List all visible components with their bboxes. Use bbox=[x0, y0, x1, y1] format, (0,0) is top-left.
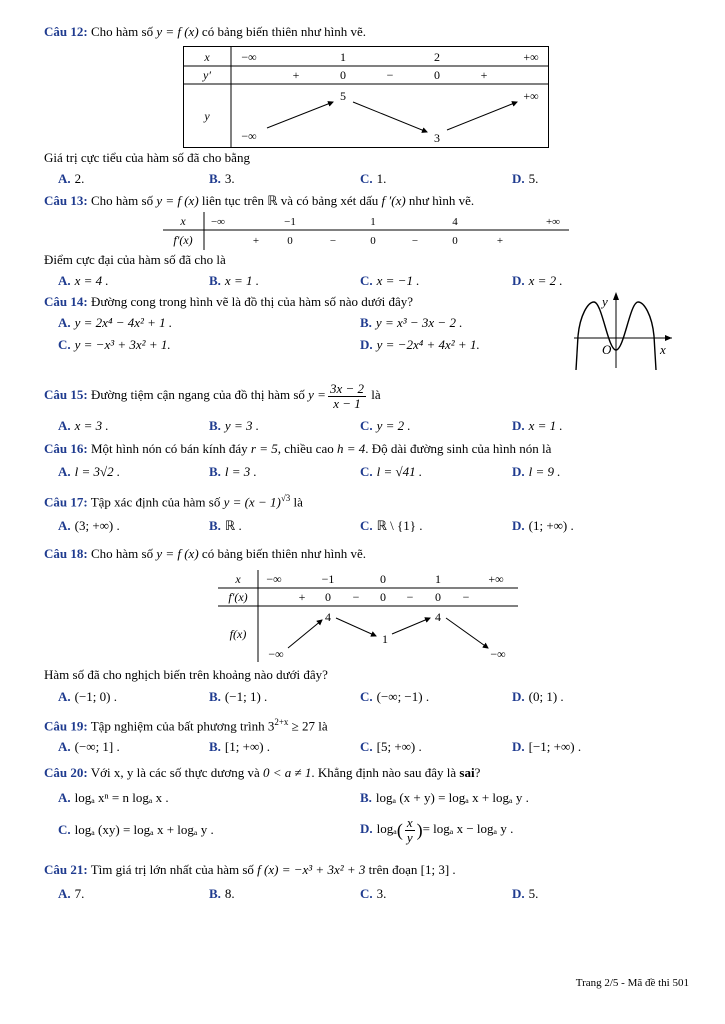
q14-stem: Câu 14: Đường cong trong hình vẽ là đồ thị của hàm số nào dưới đây? bbox=[44, 294, 414, 309]
q17-stem: Câu 17: Tập xác định của hàm số $y = (x - 1)^{√3}$ là bbox=[44, 493, 303, 510]
q14-graph bbox=[572, 290, 678, 372]
q12-arrow-up-1 bbox=[267, 102, 333, 128]
q18-row-f: f(x) bbox=[229, 627, 247, 641]
q12-x-0: −∞ bbox=[241, 50, 257, 64]
q13-x-2: 1 bbox=[370, 216, 376, 228]
q13-option-c[interactable]: C. x = −1 . bbox=[360, 273, 420, 288]
q18-option-d[interactable]: D. (0; 1) . bbox=[512, 689, 564, 704]
q13-question: Điểm cực đại của hàm số đã cho là bbox=[44, 252, 226, 267]
q20-option-d[interactable]: D. logₐ( $\frac{x}{y}$ )= logₐ x − logₐ y . bbox=[360, 814, 514, 845]
q18-arrow-3 bbox=[392, 618, 430, 634]
q18-question: Hàm số đã cho nghịch biến trên khoảng nào dưới đây? bbox=[44, 667, 328, 682]
q18-f-2: 1 bbox=[382, 632, 388, 646]
q19-option-d[interactable]: D. [−1; +∞) . bbox=[512, 739, 582, 754]
q13-x-4: +∞ bbox=[545, 216, 561, 228]
q12-option-d[interactable]: D. 5. bbox=[512, 171, 539, 186]
q12-x-2: 2 bbox=[434, 50, 440, 64]
q17-option-a[interactable]: A. (3; +∞) . bbox=[58, 518, 120, 533]
q18-arrow-1 bbox=[288, 620, 322, 648]
q18-stem: Câu 18: Cho hàm số y = f (x) có bảng biến thiên như hình vẽ. bbox=[44, 546, 367, 561]
q19-option-a[interactable]: A. (−∞; 1] . bbox=[58, 739, 120, 754]
q18-x-2: 0 bbox=[380, 572, 386, 586]
q12-row-y: y bbox=[204, 109, 210, 123]
q21-option-c[interactable]: C. 3. bbox=[360, 886, 387, 901]
q12-sign-0: + bbox=[292, 68, 300, 82]
q18-option-c[interactable]: C. (−∞; −1) . bbox=[360, 689, 430, 704]
q18-sign-6: − bbox=[462, 590, 470, 604]
q17-option-d[interactable]: D. (1; +∞) . bbox=[512, 518, 574, 533]
q15-option-c[interactable]: C. y = 2 . bbox=[360, 418, 411, 433]
q16-stem: Câu 16: Một hình nón có bán kính đáy r = 5, chiều cao h = 4. Độ dài đường sinh của hình nón là bbox=[44, 441, 552, 456]
q14-option-a[interactable]: A. y = 2x⁴ − 4x² + 1 . bbox=[58, 315, 173, 330]
q18-option-a[interactable]: A. (−1; 0) . bbox=[58, 689, 117, 704]
q15-stem: Câu 15: Đường tiệm cận ngang của đồ thị hàm số y = $\frac{3x - 2}{x - 1}$ là bbox=[44, 380, 381, 411]
q12-sign-1: 0 bbox=[340, 68, 346, 82]
q18-f-0: −∞ bbox=[268, 647, 284, 661]
q18-sign-2: − bbox=[352, 590, 360, 604]
q19-option-b[interactable]: B. [1; +∞) . bbox=[209, 739, 271, 754]
q20-d-fraction: $\frac{x}{y}$ bbox=[406, 814, 413, 845]
q13-sign-1: 0 bbox=[287, 235, 293, 247]
q12-x-3: +∞ bbox=[523, 50, 539, 64]
q15-option-b[interactable]: B. y = 3 . bbox=[209, 418, 259, 433]
q13-sign-2: − bbox=[329, 235, 337, 247]
q12-stem: Câu 12: Cho hàm số y = f (x) có bảng biến thiên như hình vẽ. bbox=[44, 24, 367, 39]
q20-stem: Câu 20: Với x, y là các số thực dương và 0 < a ≠ 1. Khẳng định nào sau đây là sai? bbox=[44, 765, 481, 780]
q18-f-1: 4 bbox=[325, 610, 331, 624]
q15-option-a[interactable]: A. x = 3 . bbox=[58, 418, 109, 433]
q16-option-a[interactable]: A. l = 3√2 . bbox=[58, 464, 121, 479]
q20-option-b[interactable]: B. logₐ (x + y) = logₐ x + logₐ y . bbox=[360, 790, 529, 805]
q13-stem: Câu 13: Cho hàm số y = f (x) liên tục trên ℝ và có bảng xét dấu f ′(x) như hình vẽ. bbox=[44, 193, 475, 208]
q13-sign-3: 0 bbox=[370, 235, 376, 247]
q18-sign-1: 0 bbox=[325, 590, 331, 604]
q13-x-0: −∞ bbox=[210, 216, 226, 228]
q19-option-c[interactable]: C. [5; +∞) . bbox=[360, 739, 422, 754]
q12-y-min: 3 bbox=[434, 131, 440, 145]
q14-x-label: x bbox=[660, 342, 666, 357]
q14-option-d[interactable]: D. y = −2x⁴ + 4x² + 1. bbox=[360, 337, 480, 352]
q12-sign-3: 0 bbox=[434, 68, 440, 82]
q20-option-c[interactable]: C. logₐ (xy) = logₐ x + logₐ y . bbox=[58, 822, 214, 837]
q21-option-a[interactable]: A. 7. bbox=[58, 886, 85, 901]
q14-option-b[interactable]: B. y = x³ − 3x − 2 . bbox=[360, 315, 463, 330]
q18-row-fp: f′(x) bbox=[228, 590, 248, 604]
q13-sign-0: + bbox=[252, 235, 260, 247]
q12-sign-4: + bbox=[480, 68, 488, 82]
q12-y-pinf: +∞ bbox=[523, 89, 539, 103]
q18-sign-3: 0 bbox=[380, 590, 386, 604]
q14-curve bbox=[578, 302, 656, 370]
q18-arrow-4 bbox=[446, 618, 488, 648]
q21-stem: Câu 21: Tìm giá trị lớn nhất của hàm số f (x) = −x³ + 3x² + 3 trên đoạn [1; 3] . bbox=[44, 862, 456, 877]
q14-y-label: y bbox=[602, 294, 608, 309]
q12-row-x: x bbox=[204, 50, 210, 64]
q13-option-d[interactable]: D. x = 2 . bbox=[512, 273, 563, 288]
q12-option-c[interactable]: C. 1. bbox=[360, 171, 387, 186]
q13-row-x: x bbox=[180, 214, 186, 228]
q18-arrow-2 bbox=[336, 618, 376, 636]
q18-variation-table bbox=[218, 570, 518, 662]
q14-option-c[interactable]: C. y = −x³ + 3x² + 1. bbox=[58, 337, 171, 352]
q12-y-ninf: −∞ bbox=[241, 129, 257, 143]
q13-x-3: 4 bbox=[452, 216, 458, 228]
q18-x-3: 1 bbox=[435, 572, 441, 586]
q16-option-d[interactable]: D. l = 9 . bbox=[512, 464, 561, 479]
q18-x-4: +∞ bbox=[488, 572, 504, 586]
q13-option-a[interactable]: A. x = 4 . bbox=[58, 273, 109, 288]
q12-option-b[interactable]: B. 3. bbox=[209, 171, 235, 186]
q12-question: Giá trị cực tiểu của hàm số đã cho bằng bbox=[44, 150, 250, 165]
q19-stem: Câu 19: Tập nghiệm của bất phương trình $3^{2+x} \ge 27$ là bbox=[44, 717, 328, 734]
q12-x-1: 1 bbox=[340, 50, 346, 64]
q13-row-fp: f′(x) bbox=[173, 233, 193, 247]
q20-option-a[interactable]: A. logₐ xⁿ = n logₐ x . bbox=[58, 790, 169, 805]
q18-option-b[interactable]: B. (−1; 1) . bbox=[209, 689, 268, 704]
q18-f-3: 4 bbox=[435, 610, 441, 624]
q17-option-c[interactable]: C. ℝ \ {1} . bbox=[360, 518, 423, 533]
q14-origin-label: O bbox=[602, 342, 612, 357]
q21-option-d[interactable]: D. 5. bbox=[512, 886, 539, 901]
q15-fraction: $\frac{3x - 2}{x - 1}$ bbox=[329, 380, 364, 411]
q18-x-0: −∞ bbox=[266, 572, 282, 586]
q13-sign-5: 0 bbox=[452, 235, 458, 247]
q18-sign-0: + bbox=[298, 590, 306, 604]
q13-sign-4: − bbox=[411, 235, 419, 247]
q17-option-b[interactable]: B. ℝ . bbox=[209, 518, 242, 533]
q18-sign-5: 0 bbox=[435, 590, 441, 604]
q18-f-4: −∞ bbox=[490, 647, 506, 661]
q12-variation-table bbox=[183, 46, 549, 148]
q13-option-b[interactable]: B. x = 1 . bbox=[209, 273, 259, 288]
q12-option-a[interactable]: A. 2. bbox=[58, 171, 85, 186]
q18-row-x: x bbox=[235, 572, 241, 586]
q21-option-b[interactable]: B. 8. bbox=[209, 886, 235, 901]
q16-option-c[interactable]: C. l = √41 . bbox=[360, 464, 423, 479]
q12-y-max: 5 bbox=[340, 89, 346, 103]
q12-arrow-up-2 bbox=[447, 102, 517, 130]
q12-sign-2: − bbox=[386, 68, 394, 82]
q12-arrow-down bbox=[353, 102, 427, 132]
q13-x-1: −1 bbox=[284, 216, 296, 228]
q13-sign-6: + bbox=[496, 235, 504, 247]
q18-sign-4: − bbox=[406, 590, 414, 604]
page-footer: Trang 2/5 - Mã đề thi 501 bbox=[575, 977, 689, 989]
q16-option-b[interactable]: B. l = 3 . bbox=[209, 464, 257, 479]
q13-sign-table bbox=[163, 212, 569, 250]
q12-row-yp: y′ bbox=[203, 68, 211, 82]
q15-option-d[interactable]: D. x = 1 . bbox=[512, 418, 563, 433]
q18-x-1: −1 bbox=[321, 572, 335, 586]
